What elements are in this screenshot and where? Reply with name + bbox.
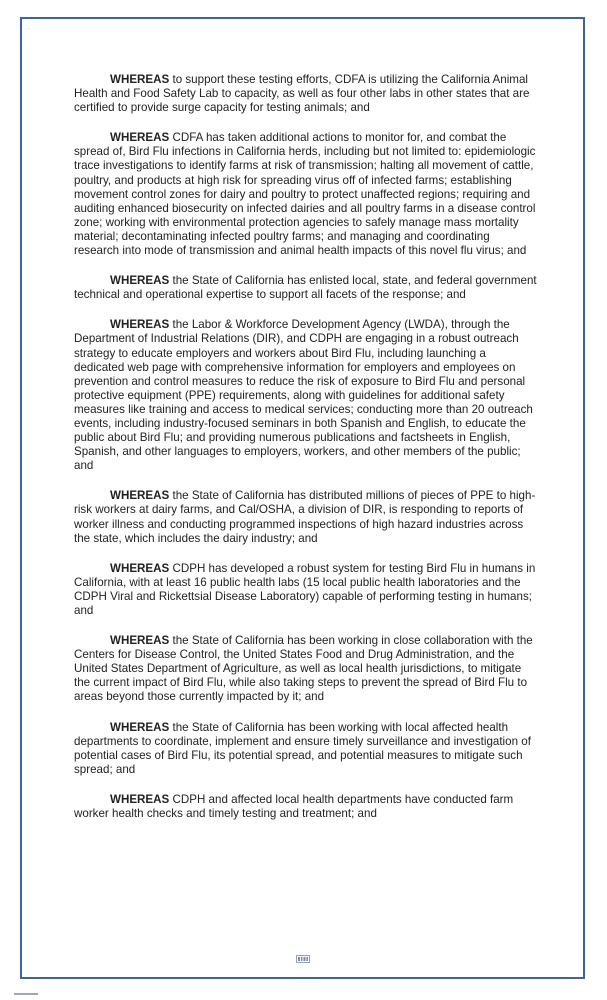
paragraph-text: the State of California has distributed millions of pieces of PPE to high-risk workers at dairy farms, and Cal/OSHA, a division of DIR, is responding to reports of worker illness and conducting programmed inspections of high hazard industries across the state, which includes the dairy industry; and [74, 489, 536, 545]
whereas-paragraph-1 [74, 73, 538, 115]
paragraph-text: the State of California has been working with local affected health departments to coordinate, implement and ensure timely surveillance and investigation of potential cases of Bird Flu, its potential spread, and potential measures to mitigate such spread; and [74, 720, 531, 776]
paragraph-text: the State of California has been working in close collaboration with the Centers for Disease Control, the United States Food and Drug Administration, and the United States Department of Agriculture, as well as local health jurisdictions, to mitigate the current impact of Bird Flu, while also taking steps to prevent the spread of Bird Flu to areas beyond those currently impacted by it; and [74, 634, 533, 704]
whereas-paragraph-2 [74, 131, 538, 258]
whereas-keyword: WHEREAS [110, 720, 170, 734]
whereas-paragraph-8 [74, 721, 538, 777]
paragraph-text: CDPH and affected local health departments have conducted farm worker health checks and timely testing and treatment; and [74, 792, 514, 821]
whereas-paragraph-6 [74, 562, 538, 618]
whereas-paragraph-3 [74, 274, 538, 302]
paragraph-text: CDPH has developed a robust system for testing Bird Flu in humans in California, with at least 16 public health labs (15 local public health laboratories and the CDPH Viral and Rickettsial Disease Laboratory) capable of performing testing in humans; and [74, 561, 536, 617]
bottom-edge-mark [14, 993, 38, 995]
whereas-keyword: WHEREAS [110, 318, 170, 332]
whereas-paragraph-9 [74, 793, 538, 821]
whereas-paragraph-7 [74, 634, 538, 704]
paragraph-text: CDFA has taken additional actions to monitor for, and combat the spread of, Bird Flu infections in California herds, including but not limited to: epidemiologic trace investigations to identify farms at risk of transmission; halting all movement of cattle, poultry, and products at high risk for spreading virus off of infected farms; establishing movement control zones for dairy and poultry to protect unaffected regions; requiring and auditing enhanced biosecurity on infected dairies and all poultry farms in a disease control zone; working with environmental protection agencies to safely manage mass mortality material; decontaminating infected poultry farms; and managing and coordinating research into mode of transmission and animal health impacts of this novel flu virus; and [74, 131, 536, 258]
whereas-keyword: WHEREAS [110, 489, 170, 503]
whereas-paragraph-4 [74, 318, 538, 473]
whereas-keyword: WHEREAS [110, 274, 170, 288]
paragraph-text: the State of California has enlisted local, state, and federal government technical and operational expertise to support all facets of the response; and [74, 274, 537, 302]
whereas-keyword: WHEREAS [110, 131, 170, 145]
paragraph-text: to support these testing efforts, CDFA is utilizing the California Animal Health and Food Safety Lab to capacity, as well as four other labs in other states that are certified to provide surge capacity for testing animals; and [74, 73, 530, 115]
whereas-keyword: WHEREAS [110, 634, 170, 648]
whereas-keyword: WHEREAS [110, 792, 170, 806]
union-label-icon [296, 955, 310, 963]
paragraph-text: the Labor & Workforce Development Agency (LWDA), through the Department of Industrial Relations (DIR), and CDPH are engaging in a robust outreach strategy to educate employers and workers about Bird Flu, including launching a dedicated web page with comprehensive information for employers and employees on prevention and control measures to reduce the risk of exposure to Bird Flu and personal protective equipment (PPE) requirements, along with guidelines for additional safety measures like training and access to medical services; conducting more than 20 outreach events, including industry-focused seminars in both Spanish and English, to educate the public about Bird Flu; and providing numerous publications and factsheets in English, Spanish, and other languages to employers, workers, and other members of the public; and [74, 318, 533, 473]
whereas-keyword: WHEREAS [110, 73, 170, 86]
whereas-paragraph-5 [74, 489, 538, 545]
document-body [74, 73, 538, 837]
whereas-keyword: WHEREAS [110, 561, 170, 575]
